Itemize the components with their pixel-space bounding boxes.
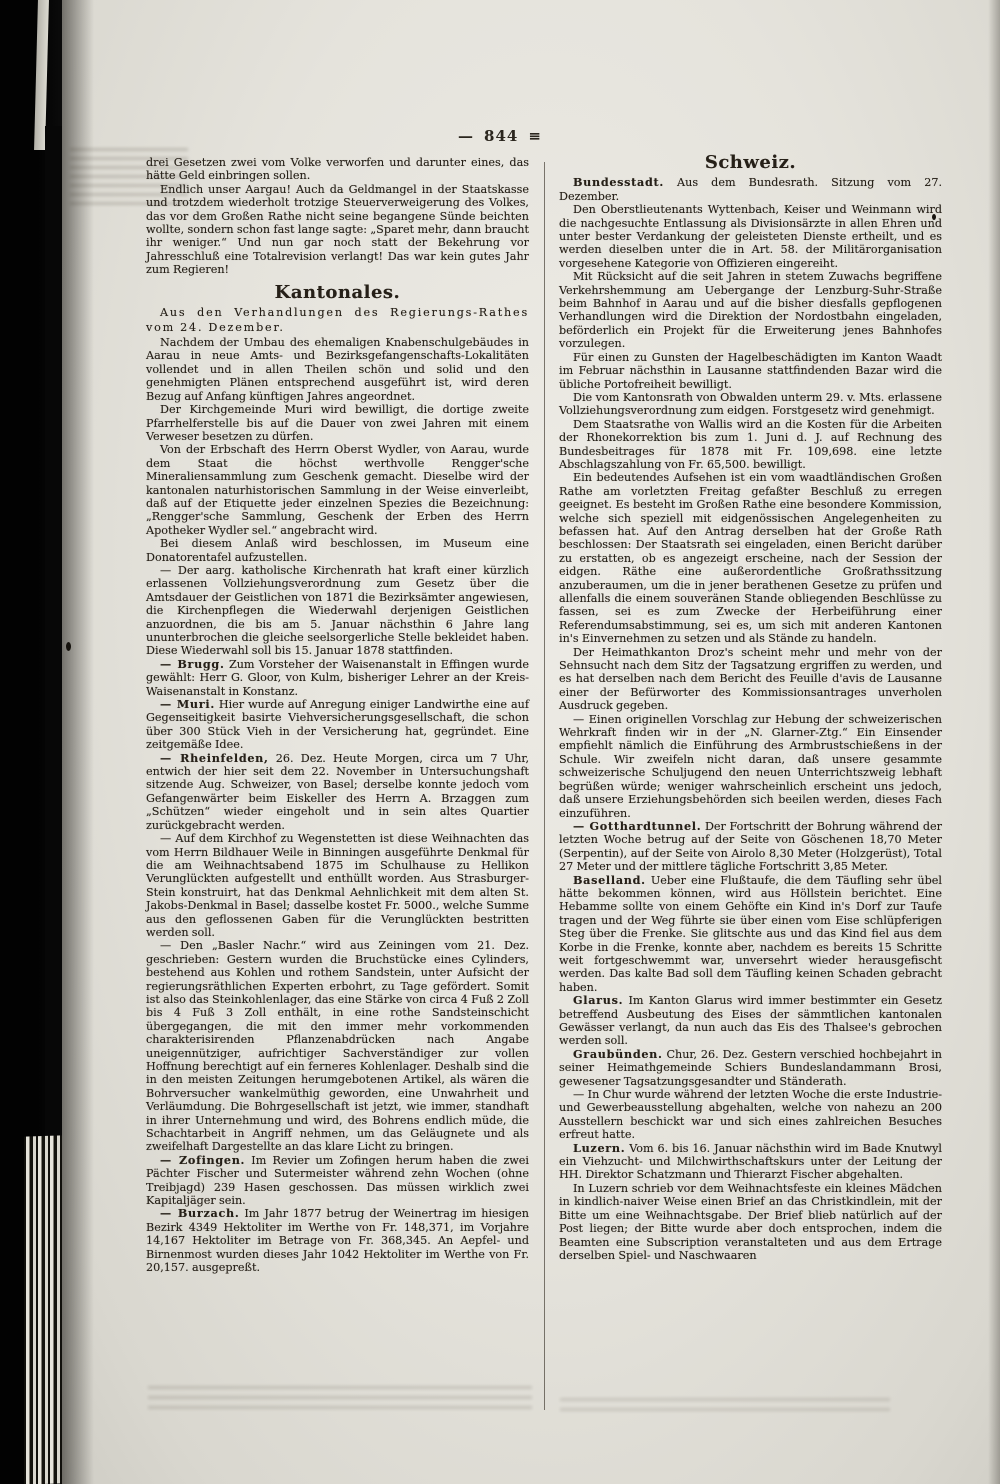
- paragraph-text: — Der aarg. katholische Kirchenrath hat kraft einer kürzlich erlassenen Vollziehungsverordnung zum Gesetz über die Amtsdauer der Geistlichen von 1871 die Bezirksämter angewiesen, die Kirchenpflegen die Wiederwahl derjenigen Geistlichen anzuordnen, die bis am 5. Januar nächsthin 6 Jahre lang ununterbrochen die gleiche seelsorgerliche Stelle bekleidet haben. Diese Wiederwahl soll bis 15. Januar 1878 stattfinden.: [146, 563, 529, 658]
- news-paragraph: [146, 698, 529, 752]
- section-heading-kantonales: Kantonales.: [274, 281, 401, 303]
- news-paragraph: [146, 443, 529, 537]
- paragraph-text: — Einen originellen Vorschlag zur Hebung der schweizerischen Wehrkraft finden wir in der „N. Glarner-Ztg.“ Ein Einsender empfiehlt nämlich die Einführung des Armbrustschießens in der Schule. Wir zweifeln nicht daran, daß unsere gesammte schweizerische Schuljugend den neuen Unterrichtszweig lebhaft begrüßen würde; weniger wahrscheinlich erscheint uns jedoch, daß unsere Erziehungsbehörden sich beeilen werden, dieses Fach einzuführen.: [559, 712, 942, 820]
- paragraph-lead: — Rheinfelden,: [160, 750, 269, 765]
- news-paragraph: [146, 564, 529, 658]
- paragraph-lead: Graubünden.: [573, 1046, 663, 1061]
- paragraph-text: Ein bedeutendes Aufsehen ist ein vom waadtländischen Großen Rathe am vorletzten Freitag gefaßter Beschluß zu erregen geeignet. Es besteht im Großen Rathe eine besondere Kommission, welche sich speziell mit eidgenössischen Angelegenheiten zu befassen hat. Auf den Antrag derselben hat der Große Rath beschlossen: Der Staatsrath sei eingeladen, einen Bericht darüber zu erstatten, ob es angezeigt erscheine, nach der Session der eidgen. Räthe eine außerordentliche Großrathssitzung anzuberaumen, um die in jener berathenen Gesetze zu prüfen und allenfalls die einem souveränen Stande obliegenden Beschlüsse zu fassen, sei es zum Zwecke der Herbeiführung einer Referendumsabstimmung, sei es, um sich mit anderen Kantonen in's Einvernehmen zu setzen und als Stände zu handeln.: [559, 471, 942, 646]
- paragraph-text: Vom 6. bis 16. Januar nächsthin wird im Bade Knutwyl ein Viehzucht- und Milchwirthschaftskurs unter der Leitung der HH. Direktor Schatzmann und Thierarzt Fischer abgehalten.: [559, 1141, 942, 1182]
- paragraph-text: drei Gesetzen zwei vom Volke verworfen und darunter eines, das hätte Geld einbringen sollen.: [146, 156, 529, 183]
- newspaper-sheet: [62, 0, 1000, 1484]
- paragraph-text: Die vom Kantonsrath von Obwalden unterm 29. v. Mts. erlassene Vollziehungsverordnung zum eidgen. Forstgesetz wird genehmigt.: [559, 390, 942, 418]
- news-paragraph: [559, 1088, 942, 1142]
- section-heading-schweiz: Schweiz.: [704, 152, 797, 173]
- paragraph-text: Nachdem der Umbau des ehemaligen Knabenschulgebäudes in Aarau in neue Amts- und Bezirksgefangenschafts-Lokalitäten vollendet und in allen Theilen schön und solid und den genehmigten Plänen entsprechend ausgeführt ist, wird deren Bezug auf Anfang künftigen Jahres angeordnet.: [146, 336, 529, 403]
- paragraph-lead: — Burzach.: [160, 1206, 240, 1221]
- paragraph-lead: Bundesstadt.: [573, 175, 664, 190]
- regierungsrath-subheading: Aus den Verhandlungen des Regierungs-Rathes vom 24. Dezember.: [146, 306, 529, 334]
- news-paragraph: [559, 418, 942, 472]
- paragraph-text: Den Oberstlieutenants Wyttenbach, Keiser und Weinmann wird die nachgesuchte Entlassung als Divisionsärzte in allen Ehren und unter bester Verdankung der geleisteten Dienste ertheilt, und es werden dieselben unter die in Art. 58. der Militärorganisation vorgesehene Kategorie von Offizieren eingereiht.: [559, 203, 942, 270]
- column-divider-rule: [544, 162, 545, 1410]
- news-paragraph: [559, 471, 942, 645]
- ink-speck: [66, 642, 71, 651]
- news-paragraph: [559, 820, 942, 874]
- paragraph-text: Im Kanton Glarus wird immer bestimmter ein Gesetz betreffend Ausbeutung des Eises der sämmtlichen kantonalen Gewässer verlangt, da nun auch das Eis des Thalsee's gebrochen werden soll.: [559, 994, 942, 1048]
- paragraph-text: Hier wurde auf Anregung einiger Landwirthe eine auf Gegenseitigkeit basirte Viehversicherungsgesellschaft, die schon über 300 Stück Vieh in der Versicherung hat, gegründet. Eine zeitgemäße Idee.: [146, 698, 529, 752]
- news-paragraph: [146, 752, 529, 832]
- page-content: [146, 152, 943, 1275]
- paragraph-text: — Den „Basler Nachr.“ wird aus Zeiningen vom 21. Dez. geschrieben: Gestern wurden die Bruchstücke eines Cylinders, bestehend aus Kohlen und rothem Sandstein, unter Aufsicht der regierungsräthlichen Experten erbohrt, zu Tage gefördert. Somit ist also das Steinkohlenlager, das eine Stärke von circa 4 Fuß 2 Zoll bis 4 Fuß 3 Zoll enthält, in eine rothe Sandsteinschicht übergegangen, die mit den immer mehr vorkommenden charakterisirenden Pflanzenabdrücken nach Angabe uneigennütziger, aufrichtiger Sachverständiger zur vollen Hoffnung berechtigt auf ein ferneres Kohlenlager. Deshalb sind die in den meisten Zeitungen herumgebotenen Artikel, als wären die Bohrversucher wankelmüthig geworden, eine Unwahrheit und Verläumdung. Die Bohrgesellschaft ist jetzt, wie immer, standhaft in ihrer Unternehmung und wird, des Bohrens endlich müde, die Schachtarbeit in Angriff nehmen, um das Geläugnete und als zweifelhaft Dargestellte an das klare Licht zu bringen.: [146, 939, 529, 1154]
- news-paragraph: [146, 832, 529, 939]
- paragraph-text: Chur, 26. Dez. Gestern verschied hochbejahrt in seiner Heimathgemeinde Schiers Bundeslandammann Brosi, gewesener Tagsatzungsgesandter und Ständerath.: [559, 1047, 942, 1088]
- paragraph-text: Im Revier um Zofingen herum haben die zwei Pächter Fischer und Sutermeister während zehn Wochen (ohne Treibjagd) 239 Hasen geschossen. Das müssen wirklich zwei Kapitaljäger sein.: [146, 1153, 529, 1208]
- paragraph-lead: Luzern.: [573, 1140, 626, 1155]
- news-paragraph: [146, 939, 529, 1154]
- news-paragraph: [559, 351, 942, 391]
- paragraph-text: — In Chur wurde während der letzten Woche die erste Industrie- und Gewerbeausstellung abgehalten, welche von nahezu an 200 Ausstellern beschickt war und sich eines zahlreichen Besuches erfreut hatte.: [559, 1088, 942, 1142]
- news-paragraph: [559, 270, 942, 350]
- ink-bleed-smudge-bottom-left: [148, 1386, 532, 1416]
- paragraph-text: In Luzern schrieb vor dem Weihnachtsfeste ein kleines Mädchen in kindlich-naiver Weise einen Brief an das Christkindlein, mit der Bitte um eine Weihnachtsgabe. Der Brief blieb natürlich auf der Post liegen; der Bitte wurde aber doch entsprochen, indem die Beamten eine Subscription veranstalteten und aus dem Ertrage derselben Spiel- und Naschwaaren: [559, 1181, 942, 1262]
- news-paragraph: [146, 1154, 529, 1208]
- page-number: 844: [484, 127, 519, 145]
- news-paragraph: [559, 391, 942, 418]
- news-paragraph: [559, 1142, 942, 1182]
- header-dash-right: ≡: [528, 127, 542, 145]
- paragraph-text: Zum Vorsteher der Waisenanstalt in Effingen wurde gewählt: Herr G. Gloor, von Kulm, bisheriger Lehrer an der Kreis-Waisenanstalt in Konstanz.: [146, 657, 529, 698]
- paragraph-text: Im Jahr 1877 betrug der Weinertrag im hiesigen Bezirk 4349 Hektoliter im Werthe von Fr. 148,371, im Vorjahre 14,167 Hektoliter im Betrage von Fr. 368,345. An Aepfel- und Birnenmost wurden dieses Jahr 1042 Hektoliter im Werthe von Fr. 20,157. ausgepreßt.: [146, 1207, 529, 1275]
- paragraph-lead: — Zofingen.: [160, 1152, 246, 1167]
- ink-bleed-smudge-bottom-right: [560, 1398, 890, 1418]
- news-paragraph: [146, 658, 529, 698]
- paragraph-text: Der Fortschritt der Bohrung während der letzten Woche betrug auf der Seite von Göschenen 18,70 Meter (Serpentin), auf der Seite von Airolo 8,30 Meter (Holzgerüst), Total 27 Meter und der mittlere tägliche Fortschritt 3,85 Meter.: [559, 819, 943, 874]
- news-paragraph: [559, 713, 942, 820]
- news-paragraph: [559, 646, 942, 713]
- news-paragraph: [146, 403, 529, 443]
- paragraph-text: — Auf dem Kirchhof zu Wegenstetten ist diese Weihnachten das vom Herrn Bildhauer Weile in Binningen ausgeführte Denkmal für die am Weihnachtsabend 1875 im Schulhause zu Hellikon Verunglückten aufgestellt und enthüllt worden. Aus Strasburger-Stein konstruirt, hat das Denkmal Aehnlichkeit mit dem alten St. Jakobs-Denkmal in Basel; dasselbe kostet Fr. 5000., welche Summe aus den geflossenen Gaben für die Verunglückten bestritten werden soll.: [146, 832, 529, 939]
- right-column: [559, 152, 943, 1275]
- paragraph-text: Bei diesem Anlaß wird beschlossen, im Museum eine Donatorentafel aufzustellen.: [146, 537, 529, 564]
- paragraph-text: Für einen zu Gunsten der Hagelbeschädigten im Kanton Waadt im Februar nächsthin in Lausanne stattfindenden Bazar wird die übliche Portofreiheit bewilligt.: [559, 350, 942, 391]
- paragraph-text: Der Kirchgemeinde Muri wird bewilligt, die dortige zweite Pfarrhelferstelle bis auf die Dauer von zwei Jahren mit einem Verweser besetzen zu dürfen.: [146, 403, 529, 443]
- paragraph-lead: Glarus.: [573, 993, 624, 1008]
- page-stack-edges-bottom: [24, 1135, 62, 1484]
- news-paragraph: [559, 994, 942, 1048]
- two-column-layout: [146, 152, 943, 1275]
- news-paragraph: [559, 1182, 942, 1262]
- paragraph-lead: — Gotthardtunnel.: [573, 818, 702, 833]
- paragraph-text: Aus dem Bundesrath. Sitzung vom 27. Dezember.: [559, 176, 942, 203]
- paragraph-text: Mit Rücksicht auf die seit Jahren in stetem Zuwachs begriffene Verkehrshemmung am Uebergange der Lenzburg-Suhr-Straße beim Bahnhof in Aarau und auf die bisher diesfalls gepflogenen Verhandlungen wird die Direktion der Nordostbahn eingeladen, beförderlich ein Projekt für die Erweiterung jenes Bahnhofes vorzulegen.: [559, 270, 942, 351]
- paragraph-lead: Baselland.: [573, 872, 646, 887]
- news-paragraph: [146, 183, 529, 277]
- paragraph-text: Ueber eine Flußtaufe, die dem Täufling sehr übel hätte bekommen können, wird aus Höllstein berichtet. Eine Hebamme sollte von einem Gehöfte ein Kind in's Dorf zur Taufe tragen und der Weg führte sie über einen vom Eise schlüpferigen Steg über die Frenke. Sie glitschte aus und das Kind fiel aus dem Korbe in die Frenke, konnte aber, nachdem es bereits 15 Schritte weit fortgeschwemmt war, unversehrt wieder herausgefischt werden. Das kalte Bad soll dem Täufling keinen Schaden gebracht haben.: [559, 873, 942, 994]
- page-header: [62, 127, 938, 145]
- news-paragraph: [146, 156, 529, 183]
- news-paragraph: [146, 336, 529, 403]
- paragraph-text: 26. Dez. Heute Morgen, circa um 7 Uhr, entwich der hier seit dem 22. November in Untersuchungshaft sitzende Aug. Schweizer, von Basel; derselbe konnte jedoch vom Gefangenwärter beim Eiskeller des Herrn A. Brzaggen zum „Schützen“ wieder eingeholt und in sein altes Quartier zurückgebracht werden.: [146, 751, 529, 832]
- news-paragraph: [146, 537, 529, 564]
- paragraph-text: Von der Erbschaft des Herrn Oberst Wydler, von Aarau, wurde dem Staat die höchst werthvolle Rengger'sche Mineraliensammlung zum Geschenk gemacht. Dieselbe wird der kantonalen naturhistorischen Sammlung in der Weise einverleibt, daß auf der Etiquette jeder einzelnen Spezies die Bezeichnung: „Rengger'sche Sammlung, Geschenk der Erben des Herrn Apotheker Wydler sel.“ angebracht wird.: [146, 443, 529, 537]
- paragraph-text: Der Heimathkanton Droz's scheint mehr und mehr von der Sehnsucht nach dem Sitz der Tagsatzung ergriffen zu werden, und es hat derselben nach dem Bericht des Feuille d'avis de Lausanne einer der Befürworter des Kommissionsantrages unverholen Ausdruck gegeben.: [559, 645, 942, 713]
- paragraph-lead: — Muri.: [160, 697, 215, 712]
- news-paragraph: [559, 203, 942, 270]
- paragraph-lead: — Brugg.: [160, 656, 225, 671]
- header-dash-left: —: [458, 127, 475, 145]
- news-paragraph: [559, 874, 942, 995]
- news-paragraph: [146, 1207, 529, 1274]
- paragraph-text: Dem Staatsrathe von Wallis wird an die Kosten für die Arbeiten der Rhonekorrektion bis zum 1. Juni d. J. auf Rechnung des Bundesbeitrages für 1878 mit Fr. 109,698. eine letzte Abschlagszahlung von Fr. 65,500. bewilligt.: [559, 417, 942, 471]
- news-paragraph: [559, 1048, 942, 1088]
- news-paragraph: [559, 176, 942, 203]
- left-column: [146, 156, 529, 1275]
- paragraph-text: Endlich unser Aargau! Auch da Geldmangel in der Staatskasse und trotzdem wiederholt trotzige Steuerverweigerung des Volkes, das vor dem Großen Rathe nicht seine begangene Sünde beichten wollte, sondern schon fast lange sagte: „Sparet mehr, dann braucht ihr weniger.“ Und nun gar noch statt der Bekehrung vor Jahresschluß eine Totalrevision verlangt! Das war kein gutes Jahr zum Regieren!: [146, 182, 529, 277]
